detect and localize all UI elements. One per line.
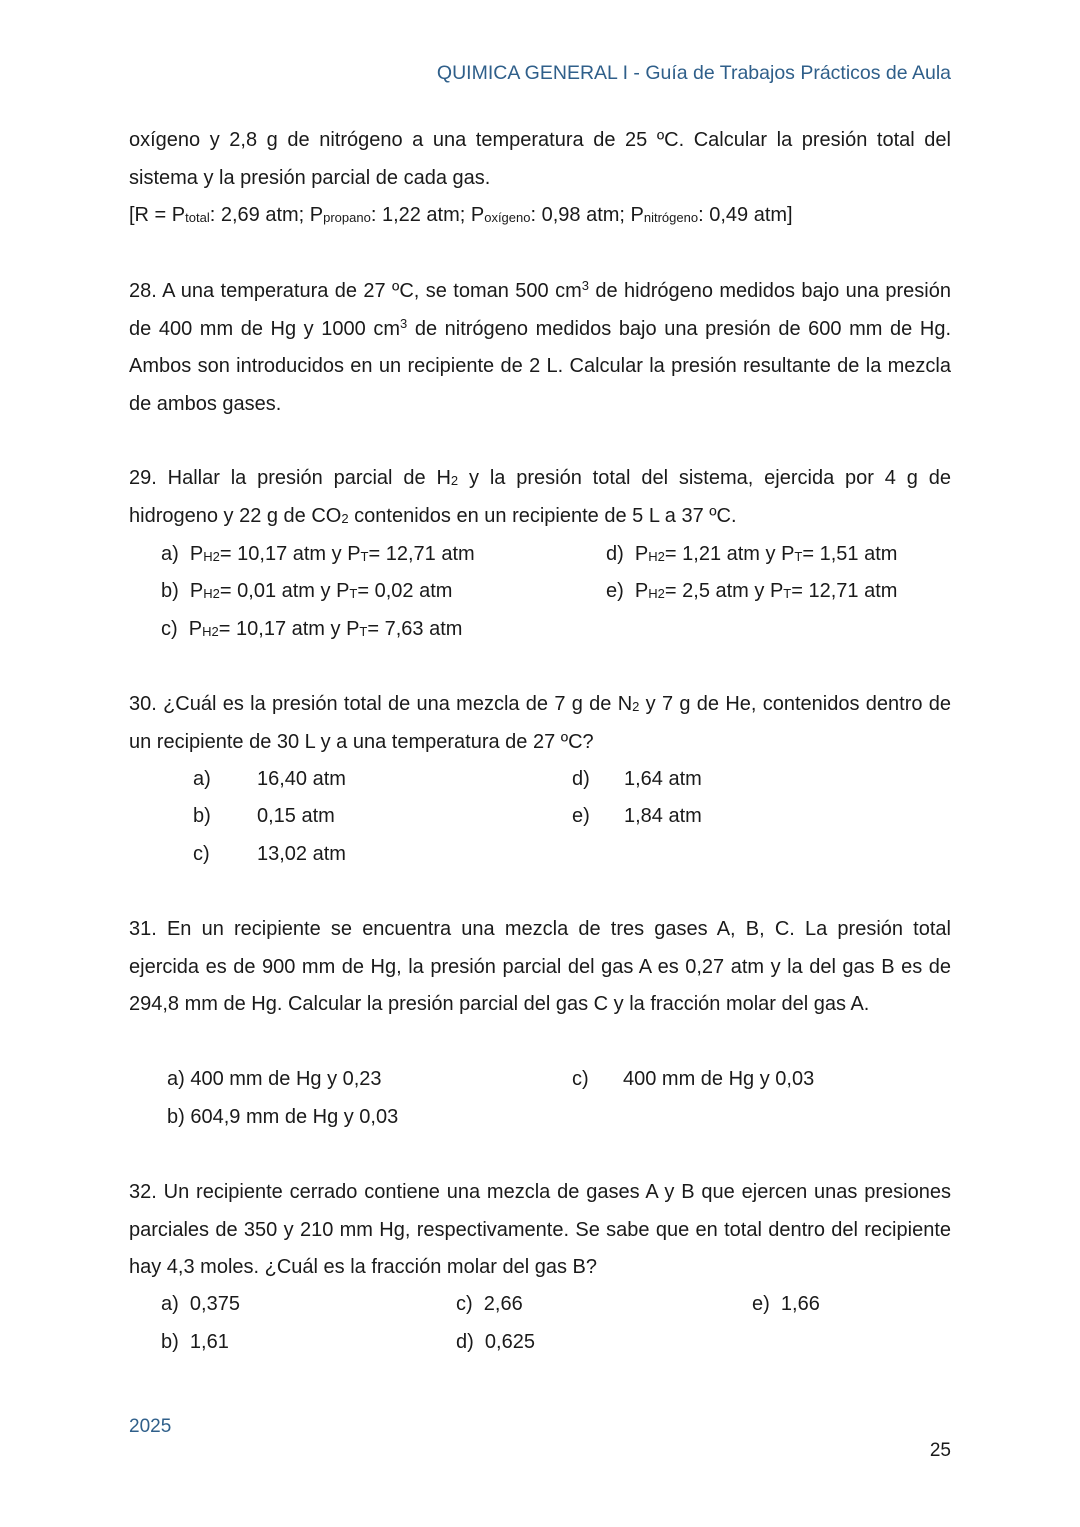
option-value: 12,71 atm [808, 580, 898, 602]
option-b-value [257, 798, 335, 836]
subscript: T [359, 624, 368, 639]
question-28 [129, 273, 951, 423]
question-27-continuation [129, 122, 951, 235]
option-value: 0,375 [189, 1293, 240, 1315]
question-text: de hidrógeno medidos bajo una presión de 400 mm de Hg y 1000 cm [129, 280, 951, 340]
option-e [606, 573, 897, 611]
subscript: 2 [341, 510, 349, 526]
page-number: 25 [929, 1440, 951, 1461]
question-text: 29. Hallar la presión parcial de H [129, 467, 451, 489]
option-letter: d) [572, 768, 590, 790]
answer-text: : 0,98 atm; P [530, 204, 644, 226]
option-b: b) 604,9 mm de Hg y 0,03 [167, 1106, 399, 1128]
answer-text: [R = P [129, 204, 186, 226]
option-letter: a) [161, 1293, 179, 1315]
option-b [161, 573, 452, 611]
eq: = [218, 618, 237, 640]
option-b-letter [193, 798, 211, 836]
option-value: 12,71 atm [385, 543, 475, 565]
option-d [606, 536, 897, 574]
option-letter: e) [606, 580, 624, 602]
question-text: y la presión total del sistema, ejercida por 4 g de hidrogeno y 22 g de CO [129, 467, 951, 527]
option-value: 1,61 [189, 1331, 229, 1353]
option-letter: d) [456, 1331, 474, 1353]
p: P [188, 618, 203, 640]
option-a [161, 536, 475, 574]
p: P [634, 543, 649, 565]
subscript: H2 [648, 586, 665, 601]
subscript: H2 [202, 624, 219, 639]
eq: = [219, 580, 238, 602]
superscript: 3 [581, 278, 589, 293]
eq: = [219, 543, 238, 565]
option-value: 1,84 atm [624, 805, 702, 827]
subscript: H2 [203, 586, 220, 601]
option-c-letter: c) [572, 1068, 589, 1090]
option-value: 1,64 atm [624, 768, 702, 790]
subscript: T [360, 549, 369, 564]
option-letter: e) [752, 1293, 770, 1315]
question-text: 30. ¿Cuál es la presión total de una mezcla de 7 g de N [129, 693, 633, 715]
question-29 [129, 460, 951, 535]
answer-text: : 0,49 atm] [698, 204, 793, 226]
option-d-value [624, 761, 702, 799]
eq: = [664, 543, 683, 565]
p: P [189, 543, 204, 565]
question-text: 28. A una temperatura de 27 ºC, se toman 500 cm [129, 280, 582, 302]
option-e-value [624, 798, 702, 836]
eq: = [367, 618, 385, 640]
subscript: H2 [648, 549, 665, 564]
option-letter: b) [193, 805, 211, 827]
question-text: oxígeno y 2,8 g de nitrógeno a una temperatura de 25 ºC. Calcular la presión total del sistema y la presión parcial de cada gas. [129, 129, 951, 189]
option-e [752, 1286, 820, 1324]
option-e-letter [572, 798, 590, 836]
option-value: 1,66 [780, 1293, 820, 1315]
option-letter: c) [456, 1293, 473, 1315]
question-text: de nitrógeno medidos bajo una presión de 600 mm de Hg. Ambos son introducidos en un recipiente de 2 L. Calcular la presión resultante de la mezcla de ambos gases. [129, 317, 951, 415]
option-c [161, 611, 462, 649]
subscript: T [783, 586, 792, 601]
subscript: total [185, 210, 210, 225]
subscript: H2 [203, 549, 220, 564]
subscript: oxígeno [484, 210, 531, 225]
option-letter: c) [161, 618, 178, 640]
subscript: 2 [450, 473, 459, 488]
answer-text: : 2,69 atm; P [209, 204, 324, 226]
option-c-value: 400 mm de Hg y 0,03 [623, 1068, 815, 1090]
option-d [456, 1324, 535, 1362]
subscript: T [349, 586, 358, 601]
answer-key [129, 204, 793, 226]
option-letter: e) [572, 805, 590, 827]
option-b [161, 1324, 229, 1362]
question-text: y 7 g de He, contenidos dentro de un recipiente de 30 L y a una temperatura de 27 ºC? [129, 693, 952, 753]
subscript: T [794, 549, 803, 564]
option-value: 2,66 [483, 1293, 523, 1315]
option-letter: d) [606, 543, 624, 565]
option-value: 7,63 atm [384, 618, 463, 640]
subscript: propano [323, 210, 371, 225]
option-letter: a) [161, 543, 179, 565]
question-30 [129, 686, 951, 761]
option-c-value [257, 836, 346, 874]
p: P [634, 580, 649, 602]
superscript: 3 [400, 315, 408, 331]
subscript: 2 [632, 699, 640, 714]
option-value: 0,625 [484, 1331, 535, 1353]
option-value: 16,40 atm [257, 768, 346, 790]
option-value: 1,51 atm [819, 543, 898, 565]
subscript: nitrógeno [643, 210, 699, 225]
eq: = [802, 543, 820, 565]
option-value: 2,5 atm y P [682, 580, 784, 602]
eq: = [791, 580, 809, 602]
option-d-letter [572, 761, 590, 799]
option-a-value [257, 761, 346, 799]
option-letter: b) [161, 580, 179, 602]
option-value: 0,01 atm y P [237, 580, 350, 602]
footer-year: 2025 [129, 1416, 172, 1437]
eq: = [664, 580, 683, 602]
option-value: 1,21 atm y P [682, 543, 795, 565]
option-value: 10,17 atm y P [237, 543, 361, 565]
option-value: 0,15 atm [257, 805, 335, 827]
option-c-letter [193, 836, 210, 874]
option-a: a) 400 mm de Hg y 0,23 [167, 1068, 382, 1090]
answer-text: : 1,22 atm; P [370, 204, 485, 226]
option-letter: b) [161, 1331, 179, 1353]
option-value: 10,17 atm y P [236, 618, 360, 640]
option-a [161, 1286, 240, 1324]
option-letter: c) [193, 843, 210, 865]
eq: = [368, 543, 386, 565]
eq: = [357, 580, 375, 602]
question-text: contenidos en un recipiente de 5 L a 37 ºC. [348, 504, 737, 527]
question-31: 31. En un recipiente se encuentra una mezcla de tres gases A, B, C. La presión total ejercida es de 900 mm de Hg, la presión parcial del gas A es 0,27 atm y la del gas B es de 294,8 mm de Hg. Calcular la presión parcial del gas C y la fracción molar del gas A. [129, 918, 951, 1015]
option-a-letter [193, 761, 211, 799]
p: P [189, 580, 204, 602]
option-letter: a) [193, 768, 211, 790]
option-c [456, 1286, 523, 1324]
option-value: 13,02 atm [257, 843, 346, 865]
question-32: 32. Un recipiente cerrado contiene una mezcla de gases A y B que ejercen unas presiones parciales de 350 y 210 mm Hg, respectivamente. Se sabe que en total dentro del recipiente hay 4,3 moles. ¿Cuál es la fracción molar del gas B? [129, 1181, 951, 1278]
option-value: 0,02 atm [374, 580, 453, 602]
running-header: QUIMICA GENERAL I - Guía de Trabajos Prácticos de Aula [436, 62, 951, 84]
